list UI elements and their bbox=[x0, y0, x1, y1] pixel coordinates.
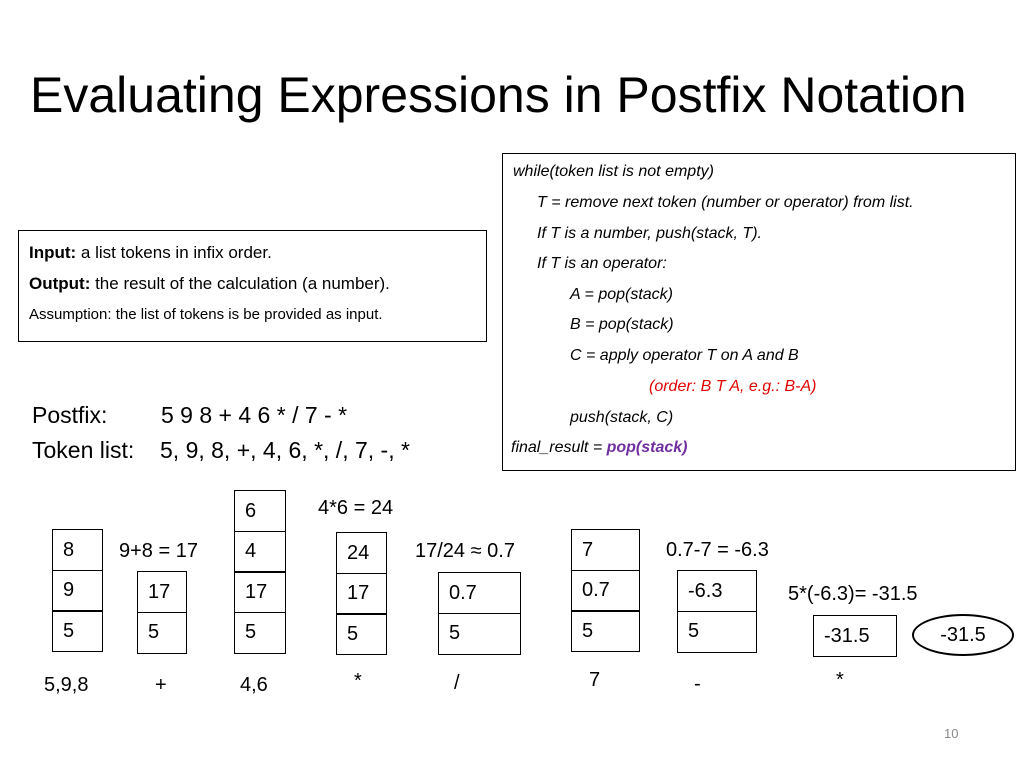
stack-3 bbox=[234, 490, 286, 654]
algo-line-if-operator: If T is an operator: bbox=[537, 255, 667, 272]
algo-line-order-note: (order: B T A, e.g.: B-A) bbox=[649, 378, 817, 395]
token-label: 4,6 bbox=[240, 674, 268, 696]
algorithm-box bbox=[502, 153, 1016, 471]
operation-label: 5*(-6.3)= -31.5 bbox=[788, 583, 918, 605]
algo-line-if-number: If T is a number, push(stack, T). bbox=[537, 225, 762, 242]
stack-cell: 17 bbox=[234, 571, 286, 613]
token-label: + bbox=[155, 674, 167, 696]
stack-cell: 17 bbox=[336, 573, 387, 615]
algo-line-final bbox=[511, 438, 688, 458]
operation-label: 0.7-7 = -6.3 bbox=[666, 539, 769, 561]
page-number: 10 bbox=[944, 726, 959, 741]
stack-cell: 5 bbox=[571, 610, 640, 652]
stack-cell: 8 bbox=[52, 529, 103, 571]
algo-line-apply: C = apply operator T on A and B bbox=[570, 347, 799, 364]
stack-cell: 5 bbox=[336, 613, 387, 655]
token-list-label: Token list: bbox=[32, 437, 135, 463]
assumption-line: Assumption: the list of tokens is be provided as input. bbox=[29, 306, 383, 323]
operation-label: 17/24 ≈ 0.7 bbox=[415, 540, 515, 562]
final-call: pop(stack) bbox=[606, 439, 688, 456]
stack-cell: 24 bbox=[336, 532, 387, 574]
token-label: / bbox=[454, 672, 460, 694]
stack-cell: 5 bbox=[137, 612, 187, 654]
stack-1 bbox=[52, 529, 103, 652]
stack-2 bbox=[137, 571, 187, 654]
stack-cell: 5 bbox=[234, 612, 286, 654]
operation-label: 9+8 = 17 bbox=[119, 540, 198, 562]
algo-line-remove: T = remove next token (number or operator) from list. bbox=[537, 194, 914, 211]
stack-cell: 5 bbox=[677, 611, 757, 653]
token-label: 7 bbox=[589, 669, 601, 691]
final-result-value: -31.5 bbox=[940, 623, 986, 646]
stack-7 bbox=[677, 570, 757, 653]
output-label: Output: bbox=[29, 274, 91, 293]
slide-title: Evaluating Expressions in Postfix Notation bbox=[30, 67, 967, 123]
operation-label: 4*6 = 24 bbox=[318, 497, 394, 519]
stack-cell: 7 bbox=[571, 529, 640, 571]
token-label: 5,9,8 bbox=[44, 674, 89, 696]
input-label: Input: bbox=[29, 243, 77, 262]
input-text: a list tokens in infix order. bbox=[76, 243, 272, 262]
token-label: * bbox=[836, 669, 844, 691]
stack-4 bbox=[336, 532, 387, 655]
algo-line-push: push(stack, C) bbox=[570, 409, 674, 426]
token-label: - bbox=[694, 673, 701, 695]
stack-cell: 9 bbox=[52, 570, 103, 612]
stack-cell: 0.7 bbox=[571, 570, 640, 612]
stack-cell: 0.7 bbox=[438, 572, 521, 614]
final-prefix: final_result = bbox=[511, 439, 607, 456]
algo-line-pop-b: B = pop(stack) bbox=[570, 316, 674, 333]
stack-cell: -6.3 bbox=[677, 570, 757, 612]
algo-line-while: while(token list is not empty) bbox=[513, 163, 714, 180]
stack-cell: 5 bbox=[438, 613, 521, 655]
output-line bbox=[29, 268, 476, 299]
stack-6 bbox=[571, 529, 640, 652]
stack-cell: 4 bbox=[234, 531, 286, 573]
output-text: the result of the calculation (a number). bbox=[90, 274, 390, 293]
algo-line-pop-a: A = pop(stack) bbox=[570, 286, 674, 303]
stack-cell: 17 bbox=[137, 571, 187, 613]
stack-8 bbox=[813, 615, 897, 657]
input-output-box bbox=[18, 230, 487, 342]
token-list-values: 5, 9, 8, +, 4, 6, *, /, 7, -, * bbox=[160, 437, 410, 463]
input-line bbox=[29, 237, 476, 268]
token-label: * bbox=[354, 670, 362, 692]
stack-5 bbox=[438, 572, 521, 655]
stack-cell: -31.5 bbox=[813, 615, 897, 657]
final-result-ellipse bbox=[912, 614, 1014, 656]
postfix-expression: 5 9 8 + 4 6 * / 7 - * bbox=[161, 402, 348, 428]
stack-cell: 6 bbox=[234, 490, 286, 532]
stack-cell: 5 bbox=[52, 610, 103, 652]
postfix-label: Postfix: bbox=[32, 402, 108, 428]
